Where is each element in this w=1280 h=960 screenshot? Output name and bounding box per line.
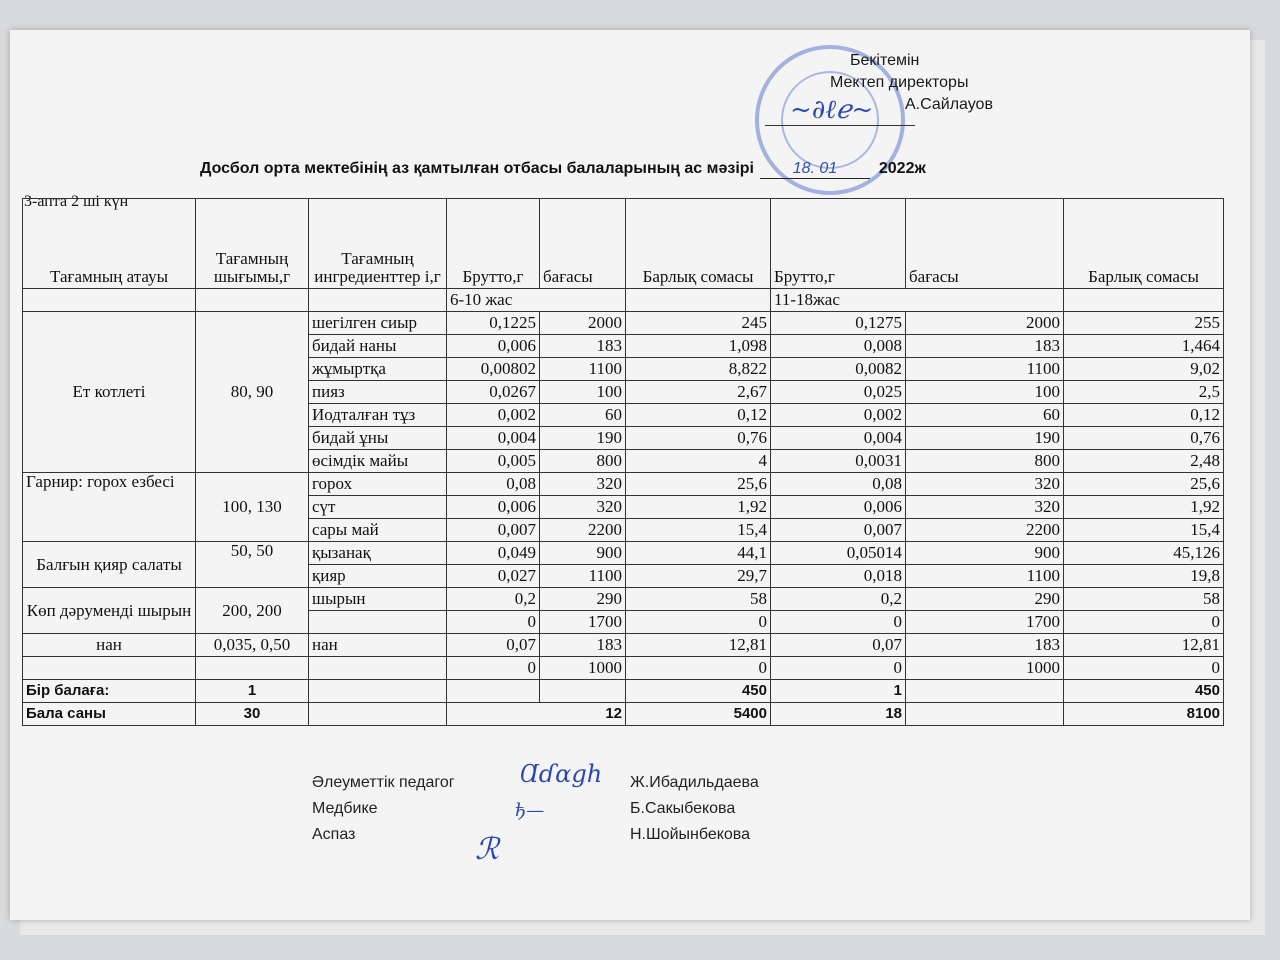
approval-line-1: Бекітемін xyxy=(850,52,920,69)
ingredient: бидай ұны xyxy=(309,427,447,450)
cell: 0 xyxy=(447,657,540,680)
director-signature: ~∂ℓℯ~ xyxy=(790,95,874,125)
dish-yield: 200, 200 xyxy=(196,588,309,634)
cell: 0,12 xyxy=(1064,404,1224,427)
cell: 58 xyxy=(1064,588,1224,611)
ingredient: сары май xyxy=(309,519,447,542)
cell: 0,05014 xyxy=(771,542,906,565)
header-price-young: бағасы xyxy=(540,199,626,289)
per-child-young-sum: 450 xyxy=(626,680,771,703)
cell: 0,002 xyxy=(447,404,540,427)
cell: 0,0082 xyxy=(771,358,906,381)
cell: 29,7 xyxy=(626,565,771,588)
ingredient: қызанақ xyxy=(309,542,447,565)
header-price-old: бағасы xyxy=(906,199,1064,289)
header-row xyxy=(23,199,1224,289)
dish-name: Гарнир: горох езбесі xyxy=(23,473,196,542)
cell: 0,00802 xyxy=(447,358,540,381)
cell: 4 xyxy=(626,450,771,473)
approval-line-2: Мектеп директоры xyxy=(830,74,969,91)
cell: 15,4 xyxy=(626,519,771,542)
cell: 800 xyxy=(906,450,1064,473)
ingredient: пияз xyxy=(309,381,447,404)
cell: 800 xyxy=(540,450,626,473)
cell: 0,76 xyxy=(1064,427,1224,450)
approval-line-3: А.Сайлауов xyxy=(905,96,993,113)
cell: 320 xyxy=(540,496,626,519)
per-child-label: Бір балаға: xyxy=(23,680,196,703)
cell: 1000 xyxy=(906,657,1064,680)
dish-name: Көп дәруменді шырын xyxy=(23,588,196,634)
cell: 44,1 xyxy=(626,542,771,565)
cell: 0,004 xyxy=(771,427,906,450)
cell: 0,07 xyxy=(447,634,540,657)
director-signature-line xyxy=(765,125,915,126)
cell: 1100 xyxy=(540,565,626,588)
cell: 58 xyxy=(626,588,771,611)
cell: 2200 xyxy=(540,519,626,542)
per-child-old-count: 1 xyxy=(771,680,906,703)
signature-row xyxy=(312,796,812,822)
cell: 0,006 xyxy=(447,496,540,519)
cell: 0,005 xyxy=(447,450,540,473)
cell: 0,006 xyxy=(447,335,540,358)
header-dish-name: Тағамның атауы xyxy=(23,199,196,289)
cell: 183 xyxy=(906,335,1064,358)
ingredient: шырын xyxy=(309,588,447,611)
cell: 190 xyxy=(540,427,626,450)
cell: 0 xyxy=(771,611,906,634)
cell: 0,049 xyxy=(447,542,540,565)
ingredient: жұмыртқа xyxy=(309,358,447,381)
ingredient: Иодталған тұз xyxy=(309,404,447,427)
cell: 100 xyxy=(906,381,1064,404)
cell: 0,008 xyxy=(771,335,906,358)
table-row xyxy=(23,634,1224,657)
cell: 1000 xyxy=(540,657,626,680)
cell: 1100 xyxy=(906,358,1064,381)
children-label: Бала саны xyxy=(23,703,196,726)
dish-yield: 50, 50 xyxy=(196,542,309,588)
cell: 0,025 xyxy=(771,381,906,404)
cell: 0,08 xyxy=(771,473,906,496)
table-row xyxy=(23,542,1224,565)
children-count-row xyxy=(23,703,1224,726)
page-title xyxy=(200,160,926,179)
cell: 1,92 xyxy=(1064,496,1224,519)
cell: 8,822 xyxy=(626,358,771,381)
header-ingredients: Тағамның ингредиенттер і,г xyxy=(309,199,447,289)
dish-name: Балғын қияр салаты xyxy=(23,542,196,588)
signature-role: Медбике xyxy=(312,800,378,817)
header-total-young: Барлық сомасы xyxy=(626,199,771,289)
cell: 60 xyxy=(540,404,626,427)
signature-role: Аспаз xyxy=(312,826,356,843)
cell: 183 xyxy=(906,634,1064,657)
title-date: 18. 01 xyxy=(760,160,870,179)
header-brutto-young: Брутто,г xyxy=(447,199,540,289)
header-brutto-old: Брутто,г xyxy=(771,199,906,289)
cell: 2000 xyxy=(540,312,626,335)
children-young-sum: 5400 xyxy=(626,703,771,726)
signature-row xyxy=(312,822,812,848)
cell: 0,018 xyxy=(771,565,906,588)
cell: 0,2 xyxy=(771,588,906,611)
table-row xyxy=(23,588,1224,611)
cell: 1,92 xyxy=(626,496,771,519)
cell: 9,02 xyxy=(1064,358,1224,381)
cell: 0,08 xyxy=(447,473,540,496)
cell: 60 xyxy=(906,404,1064,427)
cell: 0,007 xyxy=(447,519,540,542)
cell: 255 xyxy=(1064,312,1224,335)
cell: 15,4 xyxy=(1064,519,1224,542)
table-row xyxy=(23,657,1224,680)
cell: 12,81 xyxy=(626,634,771,657)
cell: 0 xyxy=(626,611,771,634)
header-yield: Тағамның шығымы,г xyxy=(196,199,309,289)
dish-yield: 100, 130 xyxy=(196,473,309,542)
cell: 0,0267 xyxy=(447,381,540,404)
ingredient: шегілген сиыр xyxy=(309,312,447,335)
cell: 320 xyxy=(906,473,1064,496)
cell: 0,1225 xyxy=(447,312,540,335)
cell: 0,004 xyxy=(447,427,540,450)
cell: 0,006 xyxy=(771,496,906,519)
cell: 0 xyxy=(626,657,771,680)
children-old-n: 18 xyxy=(771,703,906,726)
cell: 100 xyxy=(540,381,626,404)
signature-role: Әлеуметтік педагог xyxy=(312,774,455,791)
cell: 320 xyxy=(906,496,1064,519)
cell: 0,07 xyxy=(771,634,906,657)
cell: 900 xyxy=(540,542,626,565)
signature-name: Н.Шойынбекова xyxy=(630,826,751,843)
per-child-count: 1 xyxy=(196,680,309,703)
cell: 290 xyxy=(906,588,1064,611)
per-child-old-sum: 450 xyxy=(1064,680,1224,703)
dish-yield: 80, 90 xyxy=(196,312,309,473)
age-group-row xyxy=(23,289,1224,312)
ingredient: өсімдік майы xyxy=(309,450,447,473)
cell: 12,81 xyxy=(1064,634,1224,657)
cell: 900 xyxy=(906,542,1064,565)
cell: 0,027 xyxy=(447,565,540,588)
per-child-row xyxy=(23,680,1224,703)
cell: 25,6 xyxy=(626,473,771,496)
ingredient: нан xyxy=(309,634,447,657)
title-text: Досбол орта мектебінің аз қамтылған отбасы балаларының ас мәзірі xyxy=(200,160,754,177)
header-total-old: Барлық сомасы xyxy=(1064,199,1224,289)
cell: 1100 xyxy=(540,358,626,381)
signature-name: Ж.Ибадильдаева xyxy=(630,774,759,791)
cook-signature: ℛ xyxy=(475,832,499,867)
cell: 290 xyxy=(540,588,626,611)
cell: 1700 xyxy=(906,611,1064,634)
cell: 0,0031 xyxy=(771,450,906,473)
cell: 2,5 xyxy=(1064,381,1224,404)
cell: 0 xyxy=(1064,657,1224,680)
age-group-old: 11-18жас xyxy=(771,289,1064,312)
cell: 183 xyxy=(540,335,626,358)
cell: 2000 xyxy=(906,312,1064,335)
cell: 2,67 xyxy=(626,381,771,404)
cell: 0,12 xyxy=(626,404,771,427)
table-row xyxy=(23,473,1224,496)
cell: 19,8 xyxy=(1064,565,1224,588)
ingredient xyxy=(309,657,447,680)
cell: 0 xyxy=(771,657,906,680)
cell: 0,002 xyxy=(771,404,906,427)
cell: 190 xyxy=(906,427,1064,450)
signature-name: Б.Сакыбекова xyxy=(630,800,736,817)
table-row xyxy=(23,312,1224,335)
menu-table xyxy=(22,198,1224,726)
children-old-sum: 8100 xyxy=(1064,703,1224,726)
age-group-young: 6-10 жас xyxy=(447,289,626,312)
ingredient: бидай наны xyxy=(309,335,447,358)
ingredient: горох xyxy=(309,473,447,496)
cell: 1,464 xyxy=(1064,335,1224,358)
cell: 1,098 xyxy=(626,335,771,358)
cell: 183 xyxy=(540,634,626,657)
children-count: 30 xyxy=(196,703,309,726)
cell: 0,007 xyxy=(771,519,906,542)
cell: 2,48 xyxy=(1064,450,1224,473)
cell: 1700 xyxy=(540,611,626,634)
cell: 0,2 xyxy=(447,588,540,611)
title-year: 2022ж xyxy=(878,160,926,177)
children-young-n: 12 xyxy=(447,703,626,726)
ingredient: сүт xyxy=(309,496,447,519)
cell: 320 xyxy=(540,473,626,496)
ingredient xyxy=(309,611,447,634)
pedagogue-signature: Ɑɗαgh xyxy=(520,760,603,788)
dish-name: Ет котлеті xyxy=(23,312,196,473)
cell: 0 xyxy=(447,611,540,634)
cell: 45,126 xyxy=(1064,542,1224,565)
week-label: 3-апта 2 ші күн xyxy=(24,193,129,210)
cell: 2200 xyxy=(906,519,1064,542)
cell: 0,1275 xyxy=(771,312,906,335)
ingredient: қияр xyxy=(309,565,447,588)
dish-yield: 0,035, 0,50 xyxy=(196,634,309,657)
cell: 245 xyxy=(626,312,771,335)
cell: 25,6 xyxy=(1064,473,1224,496)
cell: 0,76 xyxy=(626,427,771,450)
approval-block xyxy=(830,50,1030,116)
nurse-signature: ђ— xyxy=(515,800,545,821)
dish-name: нан xyxy=(23,634,196,657)
cell: 0 xyxy=(1064,611,1224,634)
cell: 1100 xyxy=(906,565,1064,588)
